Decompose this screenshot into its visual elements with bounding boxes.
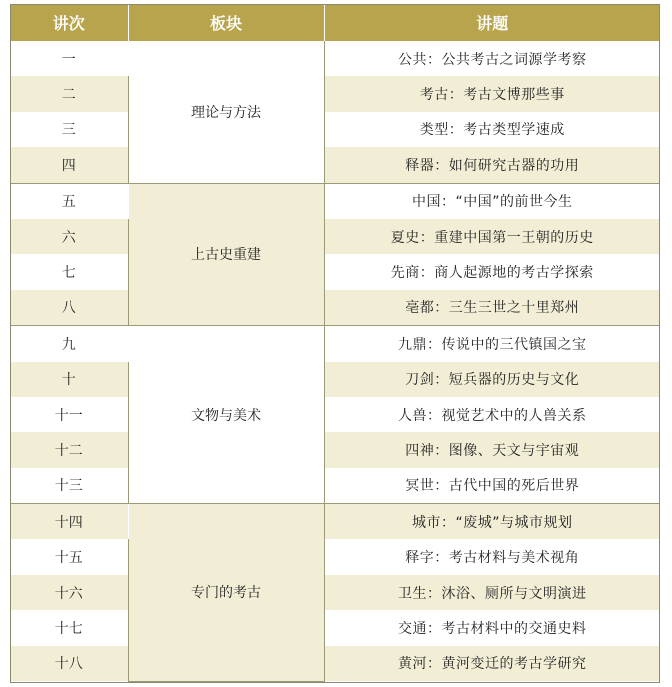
lecture-number: 六 — [10, 219, 128, 254]
lecture-number: 十 — [10, 362, 128, 397]
lecture-number: 九 — [10, 326, 128, 362]
header-section: 板块 — [128, 4, 324, 41]
lecture-number: 十一 — [10, 397, 128, 432]
lecture-topic: 城市：“废城”与城市规划 — [324, 504, 660, 540]
lecture-number: 十二 — [10, 432, 128, 467]
lecture-topic: 夏史：重建中国第一王朝的历史 — [324, 219, 660, 254]
lecture-number: 五 — [10, 183, 128, 219]
lecture-topic: 释字：考古材料与美术视角 — [324, 539, 660, 574]
lecture-topic: 先商：商人起源地的考古学探索 — [324, 254, 660, 289]
section-label: 上古史重建 — [128, 183, 324, 326]
lecture-topic: 释器：如何研究古器的功用 — [324, 147, 660, 183]
lecture-number: 八 — [10, 290, 128, 326]
lecture-topic: 公共：公共考古之词源学考察 — [324, 41, 660, 76]
lecture-topic: 冥世：古代中国的死后世界 — [324, 468, 660, 504]
lecture-topic: 亳都：三生三世之十里郑州 — [324, 290, 660, 326]
table-border — [10, 4, 660, 683]
lecture-topic: 考古：考古文博那些事 — [324, 76, 660, 111]
lecture-topic: 类型：考古类型学速成 — [324, 112, 660, 147]
lecture-number: 十五 — [10, 539, 128, 574]
lecture-topic: 黄河：黄河变迁的考古学研究 — [324, 646, 660, 681]
lecture-number: 十四 — [10, 504, 128, 540]
lecture-topic: 四神：图像、天文与宇宙观 — [324, 432, 660, 467]
header-lecture-number: 讲次 — [10, 4, 128, 41]
lecture-number: 三 — [10, 112, 128, 147]
section-label: 理论与方法 — [128, 41, 324, 183]
lecture-topic: 刀剑：短兵器的历史与文化 — [324, 362, 660, 397]
header-topic: 讲题 — [324, 4, 660, 41]
lecture-topic: 人兽：视觉艺术中的人兽关系 — [324, 397, 660, 432]
lecture-topic: 交通：考古材料中的交通史料 — [324, 610, 660, 645]
lecture-topic: 九鼎：传说中的三代镇国之宝 — [324, 326, 660, 362]
lecture-number: 十八 — [10, 646, 128, 681]
lecture-topic: 中国：“中国”的前世今生 — [324, 183, 660, 219]
lecture-topic: 卫生：沐浴、厕所与文明演进 — [324, 575, 660, 610]
section-label: 文物与美术 — [128, 326, 324, 504]
section-label: 专门的考古 — [128, 504, 324, 681]
lecture-number: 四 — [10, 147, 128, 183]
lecture-number: 十六 — [10, 575, 128, 610]
lecture-number: 七 — [10, 254, 128, 289]
lecture-number: 十三 — [10, 468, 128, 504]
lecture-number: 一 — [10, 41, 128, 76]
lecture-number: 十七 — [10, 610, 128, 645]
lecture-number: 二 — [10, 76, 128, 111]
